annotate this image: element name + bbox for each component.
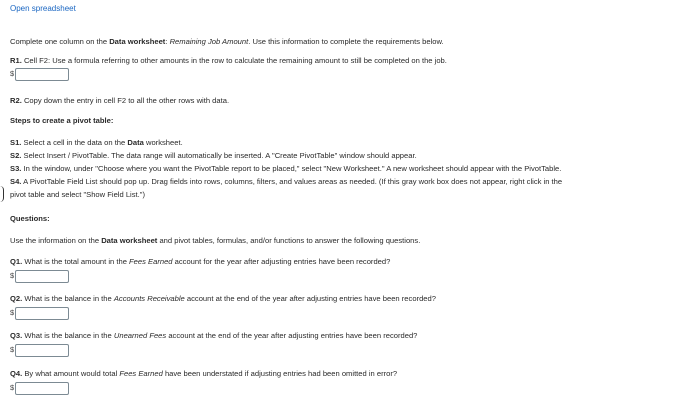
- currency-symbol: $: [10, 383, 15, 393]
- question-q4: [10, 369, 397, 378]
- q3-answer-input[interactable]: [15, 344, 69, 357]
- q4-post: have been understated if adjusting entries had been omitted in error?: [162, 369, 398, 378]
- q2-post: account at the end of the year after adjusting entries have been recorded?: [184, 294, 436, 303]
- s4-text: A PivotTable Field List should pop up. Drag fields into rows, columns, filters, and values areas as needed. (If this gray work box does not appear, right click in the: [21, 177, 563, 186]
- s2-label: S2.: [10, 151, 22, 160]
- step-s1: [10, 138, 183, 147]
- currency-symbol: $: [10, 69, 15, 79]
- s2-text: Select Insert / PivotTable. The data range will automatically be inserted. A "Create PivotTable" window should appear.: [21, 151, 417, 160]
- q3-label: Q3.: [10, 331, 23, 340]
- r1-label: R1.: [10, 56, 22, 65]
- question-q2: [10, 294, 436, 303]
- intro-part1: Complete one column on the: [10, 37, 110, 46]
- open-spreadsheet-link[interactable]: Open spreadsheet: [10, 4, 76, 13]
- s1-label: S1.: [10, 138, 22, 147]
- question-q1: [10, 257, 390, 266]
- scroll-edge-mark: [0, 186, 4, 202]
- q4-label: Q4.: [10, 369, 23, 378]
- s1-text: Select a cell in the data on the: [21, 138, 128, 147]
- q2-pre: What is the balance in the: [22, 294, 114, 303]
- r1-answer-row: [10, 67, 69, 81]
- requirement-r1: [10, 56, 447, 65]
- q1-post: account for the year after adjusting entries have been recorded?: [172, 257, 391, 266]
- q1-answer-input[interactable]: [15, 270, 69, 283]
- q3-answer-row: [10, 343, 69, 357]
- intro-bold: Data worksheet: [109, 37, 166, 46]
- question-q3: [10, 331, 417, 340]
- q1-answer-row: [10, 269, 69, 283]
- q1-label: Q1.: [10, 257, 23, 266]
- q2-label: Q2.: [10, 294, 23, 303]
- r2-text: Copy down the entry in cell F2 to all the other rows with data.: [21, 96, 230, 105]
- q1-italic: Fees Earned: [129, 257, 173, 266]
- s1-end: worksheet.: [143, 138, 183, 147]
- requirement-r2: [10, 96, 229, 105]
- r2-label: R2.: [10, 96, 22, 105]
- r1-answer-input[interactable]: [15, 68, 69, 81]
- step-s4-continued: pivot table and select "Show Field List."): [10, 190, 145, 199]
- intro-part3: . Use this information to complete the requirements below.: [248, 37, 444, 46]
- intro-text: [10, 37, 444, 46]
- currency-symbol: $: [10, 345, 15, 355]
- currency-symbol: $: [10, 271, 15, 281]
- q4-answer-input[interactable]: [15, 382, 69, 395]
- step-s2: [10, 151, 417, 160]
- steps-heading: Steps to create a pivot table:: [10, 116, 114, 125]
- q4-italic: Fees Earned: [119, 369, 163, 378]
- q3-post: account at the end of the year after adjusting entries have been recorded?: [166, 331, 418, 340]
- q3-italic: Unearned Fees: [113, 331, 167, 340]
- q3-pre: What is the balance in the: [22, 331, 114, 340]
- q2-answer-input[interactable]: [15, 307, 69, 320]
- qi-part2: and pivot tables, formulas, and/or functions to answer the following questions.: [157, 236, 421, 245]
- r1-text: Cell F2: Use a formula referring to other amounts in the row to calculate the remaining amount to still be completed on the job.: [21, 56, 447, 65]
- questions-heading: Questions:: [10, 214, 50, 223]
- s3-label: S3.: [10, 164, 22, 173]
- q4-pre: By what amount would total: [22, 369, 120, 378]
- intro-part2: :: [165, 37, 170, 46]
- currency-symbol: $: [10, 308, 15, 318]
- s3-text: In the window, under "Choose where you want the PivotTable report to be placed," select "New Worksheet." A new worksheet should appear with the PivotTable.: [21, 164, 562, 173]
- step-s3: [10, 164, 561, 173]
- intro-italic: Remaining Job Amount: [169, 37, 249, 46]
- step-s4: [10, 177, 562, 186]
- s1-bold: Data: [127, 138, 144, 147]
- questions-intro: [10, 236, 420, 245]
- q2-italic: Accounts Receivable: [113, 294, 185, 303]
- q1-pre: What is the total amount in the: [22, 257, 130, 266]
- qi-part1: Use the information on the: [10, 236, 102, 245]
- q4-answer-row: [10, 381, 69, 395]
- q2-answer-row: [10, 306, 69, 320]
- s4-label: S4.: [10, 177, 22, 186]
- qi-bold: Data worksheet: [101, 236, 158, 245]
